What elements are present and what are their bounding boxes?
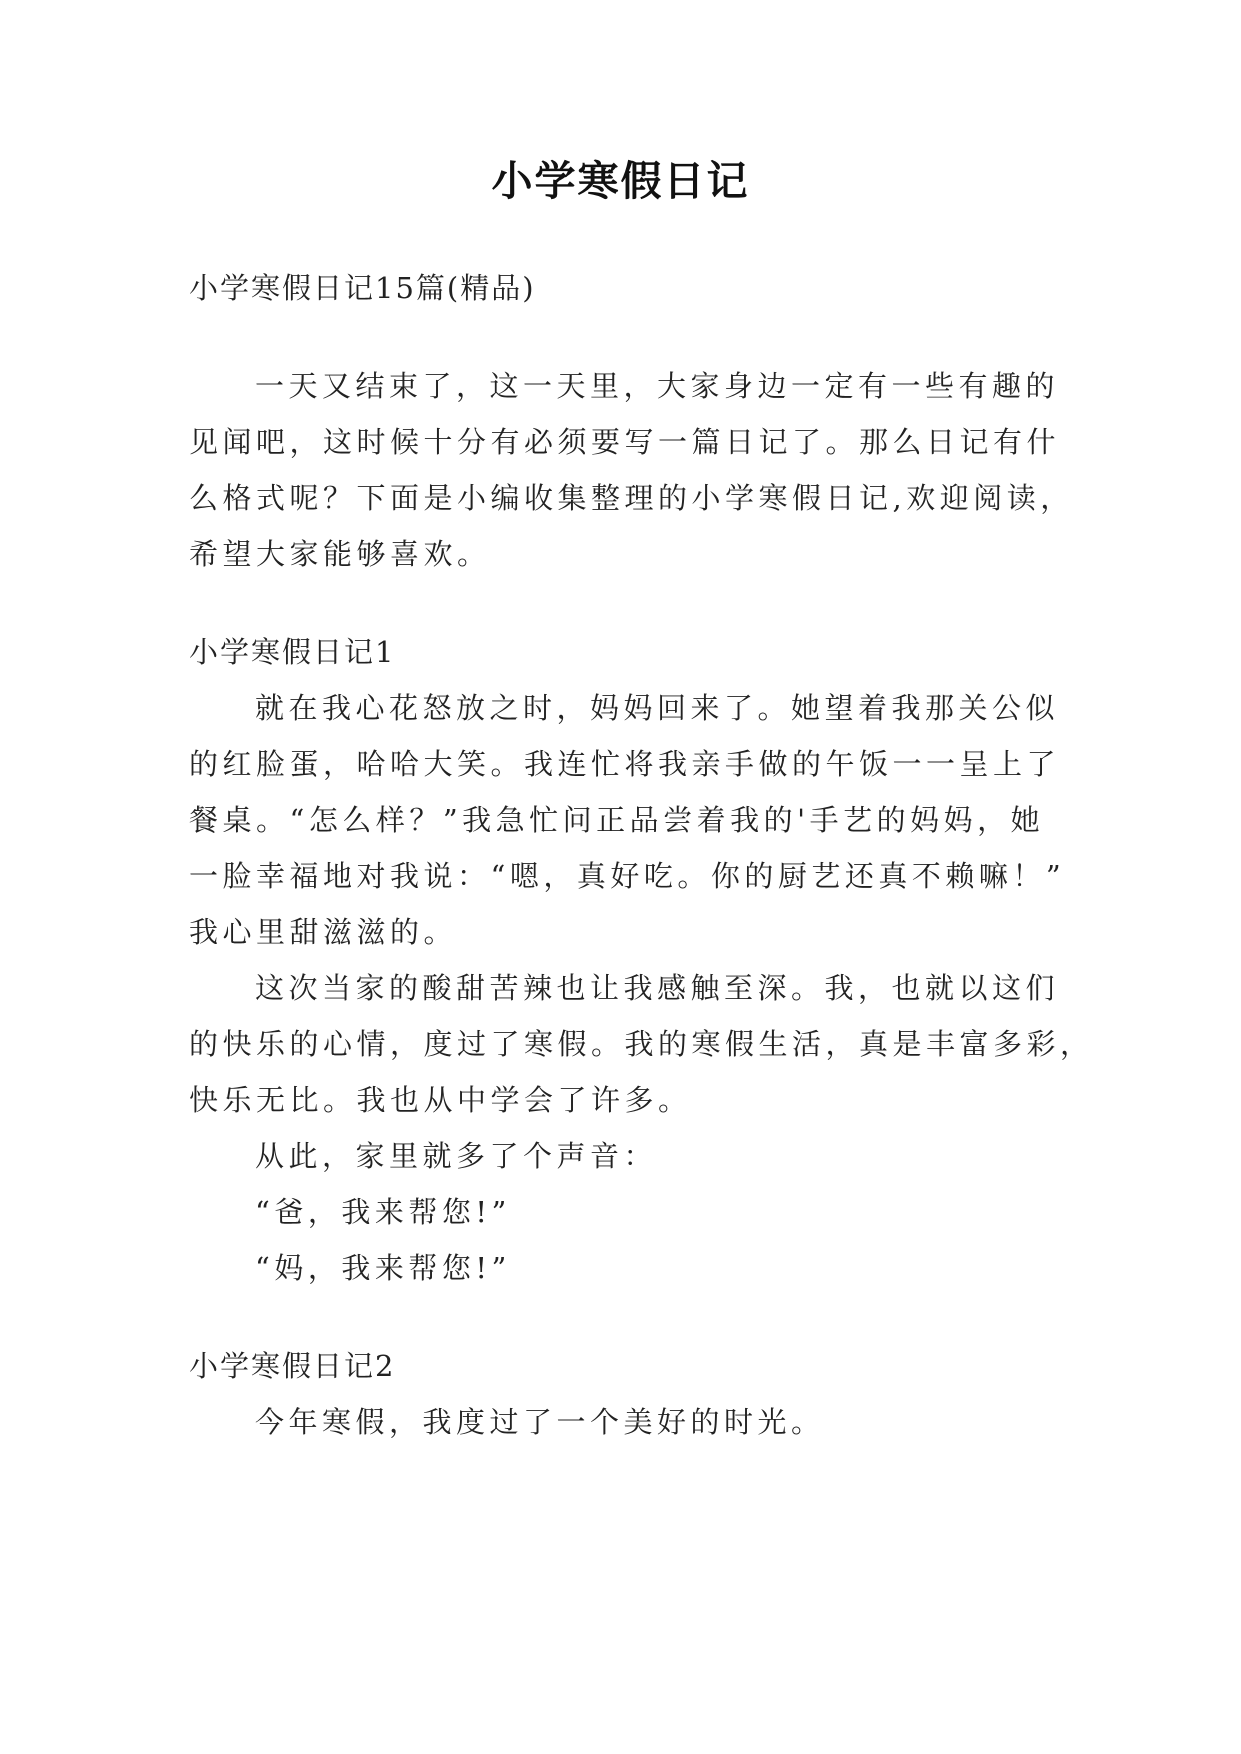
entry-line: 就在我心花怒放之时，妈妈回来了。她望着我那关公似 — [255, 691, 1060, 725]
entry-line: “妈，我来帮您!” — [255, 1251, 511, 1285]
intro-line: 么格式呢？下面是小编收集整理的小学寒假日记,欢迎阅读， — [189, 481, 1074, 515]
intro-line: 一天又结束了，这一天里，大家身边一定有一些有趣的 — [255, 369, 1060, 403]
intro-line: 见闻吧，这时候十分有必须要写一篇日记了。那么日记有什 — [189, 425, 1061, 459]
document-title: 小学寒假日记 — [491, 157, 750, 205]
entry-line: 一脸幸福地对我说：“嗯，真好吃。你的厨艺还真不赖嘛！” — [189, 859, 1066, 893]
entry-heading: 小学寒假日记1 — [189, 635, 396, 669]
document-subtitle: 小学寒假日记15篇(精品) — [189, 271, 536, 305]
entry-line: 今年寒假，我度过了一个美好的时光。 — [255, 1405, 825, 1439]
entry-line: 从此，家里就多了个声音： — [255, 1139, 658, 1173]
entry-line: 餐桌。“怎么样？”我急忙问正品尝着我的'手艺的妈妈，她 — [189, 803, 1045, 837]
entry-line: 快乐无比。我也从中学会了许多。 — [189, 1083, 692, 1117]
entry-line: 这次当家的酸甜苦辣也让我感触至深。我，也就以这们 — [255, 971, 1060, 1005]
intro-line: 希望大家能够喜欢。 — [189, 537, 491, 571]
entry-heading: 小学寒假日记2 — [189, 1349, 396, 1383]
entry-line: “爸，我来帮您!” — [255, 1195, 511, 1229]
entry-line: 的快乐的心情，度过了寒假。我的寒假生活，真是丰富多彩， — [189, 1027, 1094, 1061]
entry-line: 我心里甜滋滋的。 — [189, 915, 458, 949]
entry-line: 的红脸蛋，哈哈大笑。我连忙将我亲手做的午饭一一呈上了 — [189, 747, 1061, 781]
